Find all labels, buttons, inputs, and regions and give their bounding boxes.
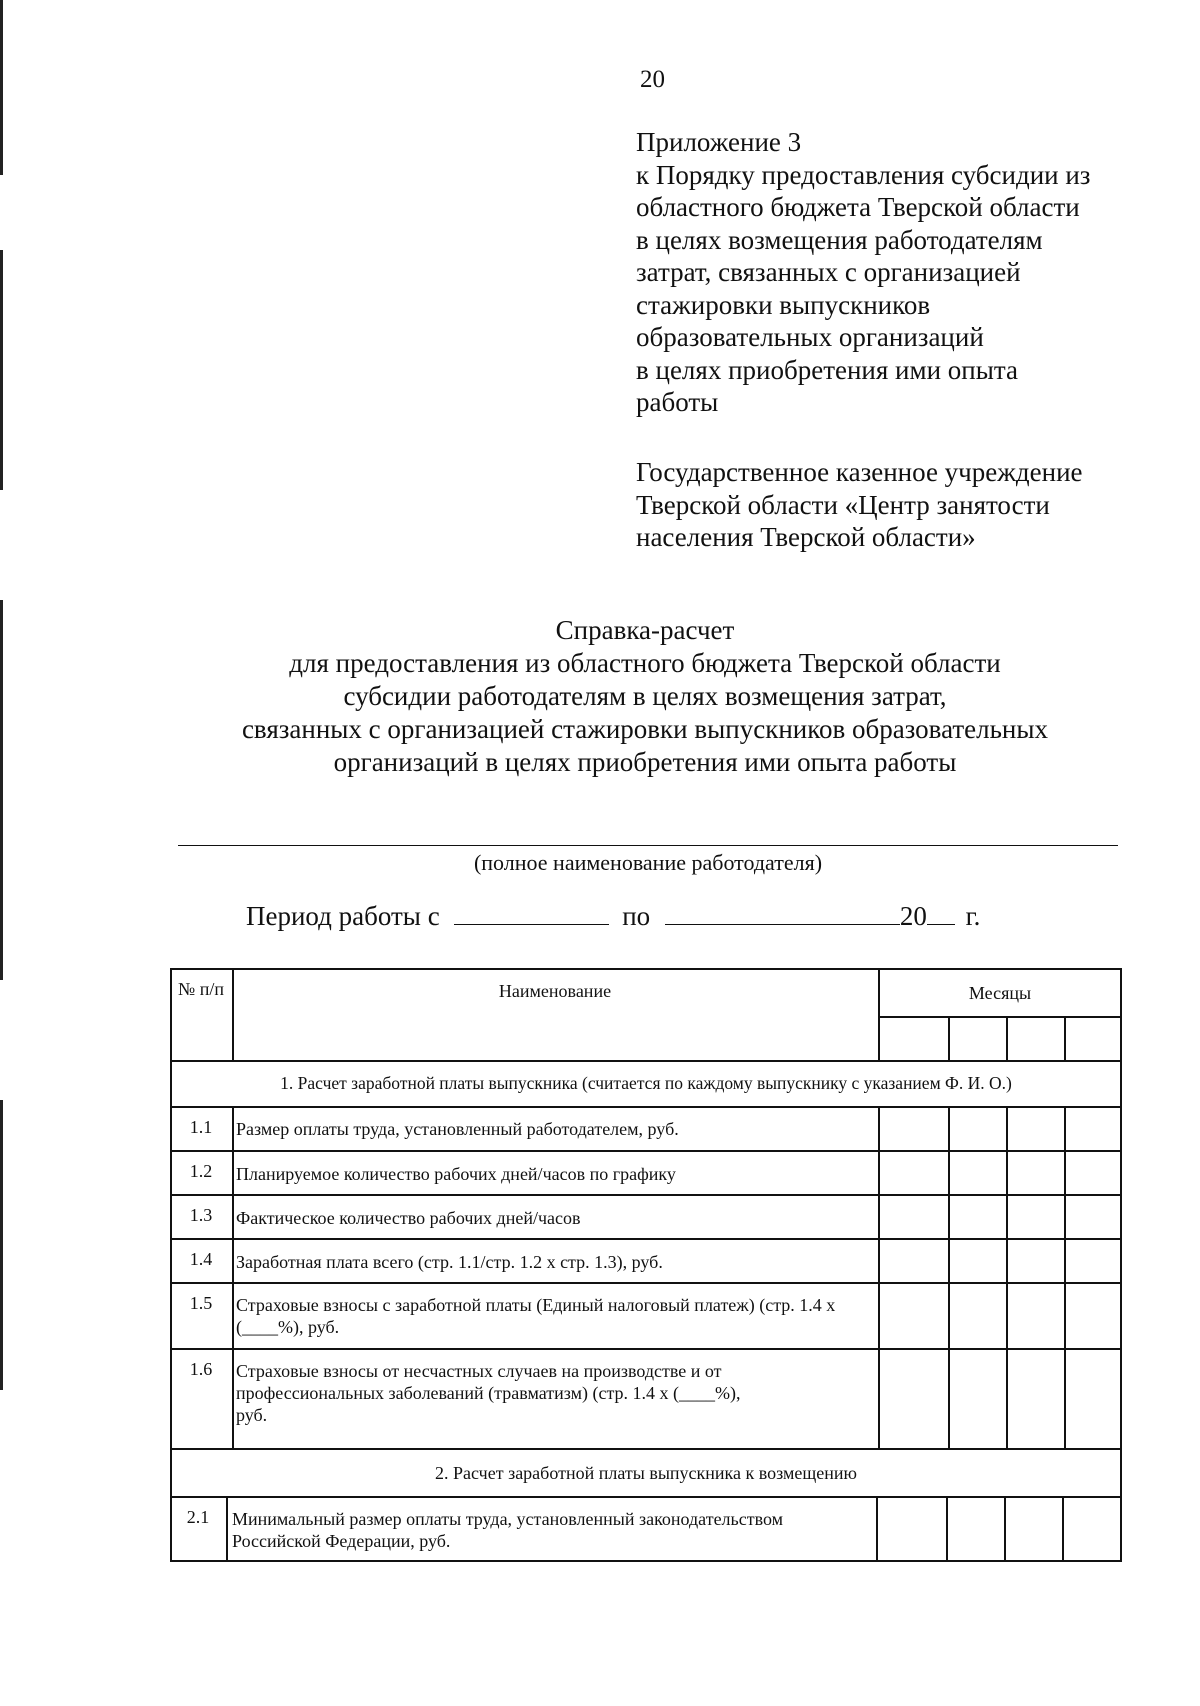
employer-name-line[interactable] [178, 845, 1118, 846]
month-column-divider [948, 1106, 950, 1448]
period-start-blank[interactable] [454, 902, 609, 925]
document-title [150, 614, 1140, 779]
page-number: 20 [640, 66, 665, 93]
addressee-line: населения Тверской области» [636, 522, 976, 552]
addressee-block [636, 456, 1083, 554]
row-line [170, 1448, 1122, 1450]
appendix-line: областного бюджета Тверской области [636, 192, 1080, 222]
calculation-table [170, 968, 1122, 1562]
section-title: 2. Расчет заработной платы выпускника к возмещению [435, 1463, 857, 1483]
row-line [170, 1348, 1122, 1350]
row-number: 1.1 [189, 1117, 213, 1137]
addressee-line: Тверской области «Центр занятости [636, 489, 1050, 520]
header-bottom-line [170, 1060, 1122, 1062]
row-number: 1.5 [189, 1293, 213, 1313]
appendix-line: затрат, связанных с организацией [636, 257, 1021, 287]
document-title-line: для предоставления из областного бюджета Тверской области [289, 648, 1001, 678]
row-name: Размер оплаты труда, установленный работодателем, руб. [236, 1119, 679, 1139]
header-name: Наименование [498, 981, 612, 1001]
section-title: 1. Расчет заработной платы выпускника (считается по каждому выпускнику с указанием Ф. И. О.) [280, 1073, 1012, 1093]
appendix-line: образовательных организаций [636, 322, 984, 352]
document-title-line: субсидии работодателям в целях возмещения затрат, [343, 681, 947, 711]
appendix-line: в целях приобретения ими опыта [636, 354, 1018, 385]
period-year-prefix: 20 [899, 901, 927, 931]
scan-edge-mark [0, 600, 3, 980]
appendix-line: работы [636, 387, 719, 417]
month-column-divider [1006, 1106, 1008, 1448]
header-number: № п/п [178, 979, 224, 999]
row-name: Страховые взносы с заработной платы (Единый налоговый платеж) (стр. 1.4 x (____%), руб. [236, 1295, 836, 1337]
period-end-blank[interactable] [665, 902, 900, 925]
row-name: Фактическое количество рабочих дней/часов [236, 1208, 581, 1228]
scan-edge-mark [0, 0, 3, 175]
scan-edge-mark [0, 1100, 3, 1390]
appendix-line: в целях возмещения работодателям [636, 224, 1043, 255]
column-divider [876, 1496, 878, 1562]
row-line [170, 1282, 1122, 1284]
column-divider [226, 1496, 228, 1562]
column-divider [878, 1106, 880, 1448]
month-column-divider [1006, 1016, 1008, 1060]
month-column-divider [1064, 1016, 1066, 1060]
employer-name-caption: (полное наименование работодателя) [473, 850, 823, 875]
month-column-divider [948, 1016, 950, 1060]
row-number: 1.3 [189, 1205, 213, 1225]
month-column-divider [1064, 1106, 1066, 1448]
period-prefix: Период работы с [246, 901, 440, 931]
row-number: 1.4 [189, 1249, 213, 1269]
document-title-line: организаций в целях приобретения ими опыта работы [333, 747, 957, 777]
work-period-row [246, 901, 980, 932]
addressee-line: Государственное казенное учреждение [636, 457, 1083, 487]
row-number: 2.1 [186, 1507, 210, 1527]
period-year-blank[interactable] [927, 902, 955, 925]
row-name: Планируемое количество рабочих дней/часов по графику [236, 1164, 676, 1184]
row-number: 1.6 [189, 1359, 213, 1379]
row-name: Страховые взносы от несчастных случаев на производстве и от профессиональных заболеваний (травматизм) (стр. 1.4 x (____%), руб. [236, 1361, 741, 1425]
month-column-divider [946, 1496, 948, 1562]
table-border-bottom [170, 1560, 1122, 1562]
row-line [170, 1194, 1122, 1196]
row-number: 1.2 [189, 1161, 213, 1181]
table-border-right [1120, 968, 1122, 1562]
months-subheader-line [878, 1016, 1122, 1018]
row-line [170, 1150, 1122, 1152]
column-divider [232, 1106, 234, 1448]
table-border-top [170, 968, 1122, 970]
appendix-line: Приложение 3 [636, 127, 802, 157]
appendix-line: к Порядку предоставления субсидии из [636, 159, 1091, 190]
document-title-line: связанных с организацией стажировки выпускников образовательных [241, 714, 1049, 744]
header-months: Месяцы [968, 983, 1032, 1003]
row-name: Минимальный размер оплаты труда, установленный законодательством Российской Федерации, руб. [232, 1509, 784, 1551]
row-line [170, 1106, 1122, 1108]
document-title-line: Справка-расчет [555, 615, 735, 645]
row-line [170, 1496, 1122, 1498]
period-middle: по [622, 901, 651, 931]
period-year-suffix: г. [965, 901, 981, 931]
month-column-divider [1062, 1496, 1064, 1562]
row-name: Заработная плата всего (стр. 1.1/стр. 1.2 x стр. 1.3), руб. [236, 1252, 663, 1272]
row-line [170, 1238, 1122, 1240]
month-column-divider [1004, 1496, 1006, 1562]
appendix-header [636, 126, 1090, 419]
appendix-line: стажировки выпускников [636, 289, 931, 320]
scan-edge-mark [0, 250, 3, 490]
